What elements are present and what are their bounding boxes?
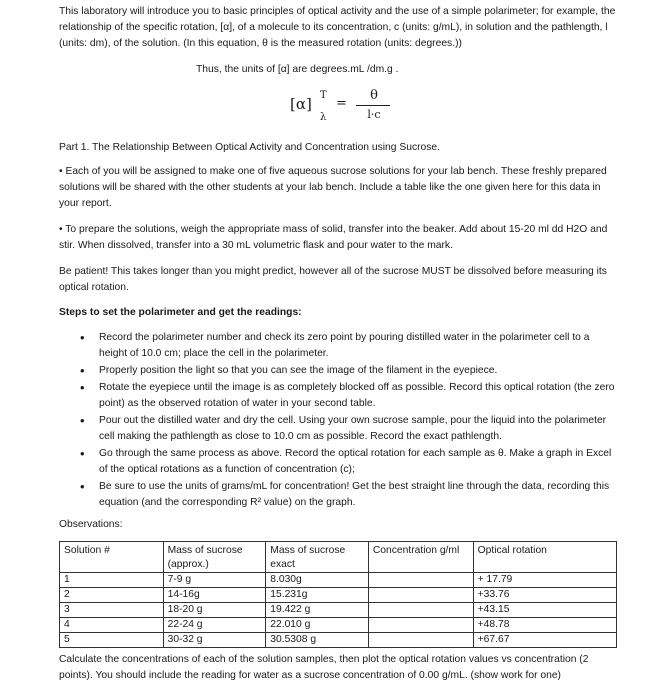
cell-optical-rotation: +33.76 — [473, 588, 616, 603]
cell-concentration — [368, 573, 473, 588]
patient-paragraph: Be patient! This takes longer than you might predict, however all of the sucrose MUST be dissolved before measuring its optical rotation. — [59, 266, 607, 293]
table-row — [60, 633, 617, 648]
step-item: • Record the polarimeter number and check its zero point by pouring distilled water in the polarimeter cell to a height of 10.0 cm; place the cell in the polarimeter. — [80, 330, 620, 362]
table-header-row — [60, 542, 617, 573]
intro-paragraph: This laboratory will introduce you to basic principles of optical activity and the use of a simple polarimeter; for example, the relationship of the specific rotation, [α], of a molecule to its concentration, c (units: g/mL), in solution and the pathlength, l (units: dm), of the solution. (In this equation, θ is the measured rotation (units: degrees.)) — [59, 6, 616, 49]
cell-mass-approx: 7-9 g — [163, 573, 266, 588]
cell-concentration — [368, 588, 473, 603]
specific-rotation-formula — [290, 88, 400, 134]
cell-concentration — [368, 618, 473, 633]
table-row — [60, 588, 617, 603]
header-mass-approx: Mass of sucrose (approx.) — [163, 542, 266, 573]
observations-table — [59, 541, 617, 648]
cell-mass-exact: 8.030g — [266, 573, 369, 588]
header-optical-rotation: Optical rotation — [473, 542, 616, 573]
cell-mass-approx: 30-32 g — [163, 633, 266, 648]
bullet-paragraph-2: • To prepare the solutions, weigh the appropriate mass of solid, transfer into the beaker. Add about 15-20 ml dd H2O and stir. When dissolved, transfer into a 30 mL volumetric flask and pour water to the mark. — [59, 224, 608, 251]
steps-heading: Steps to set the polarimeter and get the readings: — [59, 307, 302, 318]
step-item: • Pour out the distilled water and dry the cell. Using your own sucrose sample, pour the liquid into the polarimeter cell making the pathlength as close to 10.0 cm as possible. Record the exact pathlength. — [80, 413, 620, 445]
steps-list — [80, 330, 620, 512]
units-line: Thus, the units of [α] are degrees.mL /dm.g . — [196, 64, 399, 75]
formula-denominator: l·c — [367, 108, 381, 121]
header-concentration: Concentration g/ml — [368, 542, 473, 573]
formula-numerator: θ — [370, 88, 378, 103]
cell-solution: 3 — [60, 603, 164, 618]
cell-mass-approx: 22-24 g — [163, 618, 266, 633]
calculate-paragraph: Calculate the concentrations of each of the solution samples, then plot the optical rotation values vs concentration (2 points). You should include the reading for water as a sucrose concentration of 0.00 g/mL. (show work for one) — [59, 654, 589, 681]
cell-optical-rotation: +67.67 — [473, 633, 616, 648]
header-solution: Solution # — [60, 542, 164, 573]
header-mass-exact: Mass of sucrose exact — [266, 542, 369, 573]
cell-mass-approx: 14-16g — [163, 588, 266, 603]
formula-superscript: T — [320, 90, 327, 101]
cell-concentration — [368, 633, 473, 648]
cell-optical-rotation: + 17.79 — [473, 573, 616, 588]
cell-mass-exact: 19.422 g — [266, 603, 369, 618]
cell-solution: 1 — [60, 573, 164, 588]
table-row — [60, 603, 617, 618]
formula-equals: = — [336, 96, 347, 111]
cell-optical-rotation: +43.15 — [473, 603, 616, 618]
cell-solution: 2 — [60, 588, 164, 603]
step-item: • Rotate the eyepiece until the image is as completely blocked off as possible. Record this optical rotation (the zero point) as the observed rotation of water in your second table. — [80, 380, 620, 412]
fraction-bar — [356, 105, 390, 106]
cell-solution: 4 — [60, 618, 164, 633]
cell-mass-exact: 15.231g — [266, 588, 369, 603]
cell-mass-exact: 22.010 g — [266, 618, 369, 633]
part1-title: Part 1. The Relationship Between Optical Activity and Concentration using Sucrose. — [59, 142, 441, 153]
cell-optical-rotation: +48.78 — [473, 618, 616, 633]
bullet-paragraph-1: • Each of you will be assigned to make one of five aqueous sucrose solutions for your lab bench. These freshly prepared solutions will be shared with the other students at your lab bench. Include a table like the one given here for this data in your report. — [59, 166, 607, 209]
cell-mass-exact: 30.5308 g — [266, 633, 369, 648]
cell-solution: 5 — [60, 633, 164, 648]
cell-concentration — [368, 603, 473, 618]
observations-label: Observations: — [59, 519, 123, 530]
formula-lhs: [α] — [290, 95, 312, 113]
formula-subscript: λ — [320, 112, 327, 123]
cell-mass-approx: 18-20 g — [163, 603, 266, 618]
table-row — [60, 573, 617, 588]
table-row — [60, 618, 617, 633]
step-item: • Be sure to use the units of grams/mL for concentration! Get the best straight line through the data, recording this equation (and the corresponding R² value) on the graph. — [80, 479, 620, 511]
step-item: • Properly position the light so that you can see the image of the filament in the eyepiece. — [80, 363, 620, 379]
step-item: • Go through the same process as above. Record the optical rotation for each sample as θ. Make a graph in Excel of the optical rotations as a function of concentration (c); — [80, 446, 620, 478]
